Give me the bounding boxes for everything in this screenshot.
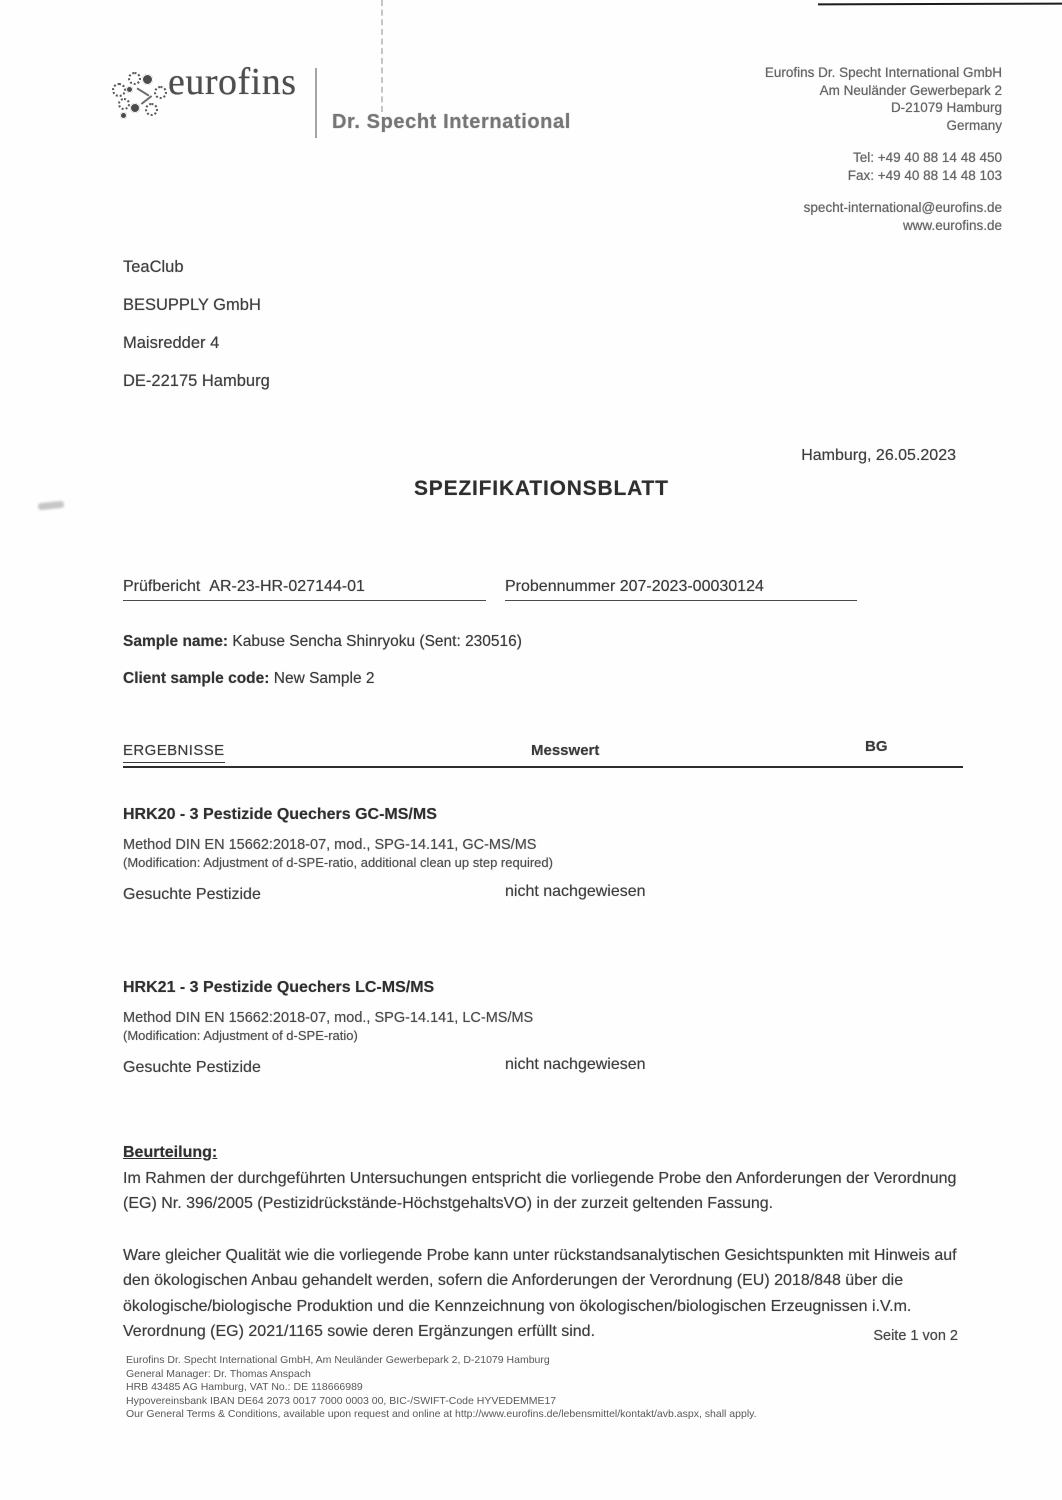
section-modification: (Modification: Adjustment of d-SPE-ratio, additional clean up step required) bbox=[123, 855, 553, 870]
footer-company-line: Eurofins Dr. Specht International GmbH, Am Neuländer Gewerbepark 2, D-21079 Hamburg bbox=[126, 1354, 550, 1366]
page-title: SPEZIFIKATIONSBLATT bbox=[414, 477, 669, 500]
pruefbericht-label: Prüfbericht bbox=[123, 578, 201, 595]
sender-tel: Tel: +49 40 88 14 48 450 bbox=[852, 150, 1002, 165]
results-table-header bbox=[123, 740, 963, 768]
sender-city: D-21079 Hamburg bbox=[890, 100, 1002, 115]
result-section-hrk20 bbox=[123, 806, 983, 904]
probennummer-label: Probennummer bbox=[505, 578, 616, 595]
recipient-name: TeaClub bbox=[123, 258, 184, 276]
sender-website: www.eurofins.de bbox=[902, 217, 1002, 233]
pruefbericht-value: AR-23-HR-027144-01 bbox=[209, 578, 365, 595]
recipient-company: BESUPPLY GmbH bbox=[123, 296, 261, 314]
column-header-ergebnisse: ERGEBNISSE bbox=[123, 742, 225, 763]
analyte-result: nicht nachgewiesen bbox=[505, 1056, 646, 1073]
client-sample-code-value: New Sample 2 bbox=[273, 670, 375, 687]
column-header-bg: BG bbox=[865, 738, 888, 755]
probennummer-value: 207-2023-00030124 bbox=[619, 578, 764, 595]
probennummer-ref bbox=[505, 578, 857, 601]
sample-name-label: Sample name: bbox=[123, 633, 229, 650]
sender-fax: Fax: +49 40 88 14 48 103 bbox=[847, 167, 1002, 183]
section-method: Method DIN EN 15662:2018-07, mod., SPG-14.141, GC-MS/MS bbox=[123, 837, 537, 853]
sample-name-row bbox=[123, 633, 522, 651]
column-header-messwert: Messwert bbox=[531, 742, 600, 759]
scan-smudge bbox=[38, 501, 65, 511]
sample-name-value: Kabuse Sencha Shinryoku (Sent: 230516) bbox=[232, 633, 522, 650]
sender-country: Germany bbox=[946, 117, 1002, 133]
assessment-block bbox=[123, 1140, 969, 1345]
assessment-paragraph-1: Im Rahmen der durchgeführten Untersuchungen entspricht die vorliegende Probe den Anforderungen der Verordnung (EG) Nr. 396/2005 (Pestizidrückstände-HöchstgehaltsVO) in der zurzeit geltenden Fassung. bbox=[123, 1169, 957, 1212]
client-sample-code-label: Client sample code: bbox=[123, 670, 270, 687]
client-sample-code-row bbox=[123, 670, 375, 688]
footer-bank-line: Hypovereinsbank IBAN DE64 2073 0017 7000 0003 00, BIC-/SWIFT-Code HYVEDEMME17 bbox=[126, 1394, 557, 1407]
report-reference-line bbox=[123, 578, 963, 601]
footer-legal-block bbox=[126, 1354, 886, 1422]
sender-street: Am Neuländer Gewerbepark 2 bbox=[819, 82, 1002, 98]
logo-block bbox=[110, 61, 630, 154]
scan-artifact-line bbox=[818, 3, 1062, 6]
section-title: HRK21 - 3 Pestizide Quechers LC-MS/MS bbox=[123, 979, 435, 996]
recipient-street: Maisredder 4 bbox=[123, 334, 220, 352]
section-title: HRK20 - 3 Pestizide Quechers GC-MS/MS bbox=[123, 806, 437, 823]
date-line: Hamburg, 26.05.2023 bbox=[801, 447, 956, 464]
analyte-name: Gesuchte Pestizide bbox=[123, 1059, 261, 1076]
result-section-hrk21 bbox=[123, 979, 983, 1077]
section-modification: (Modification: Adjustment of d-SPE-ratio) bbox=[123, 1028, 358, 1043]
assessment-heading: Beurteilung: bbox=[123, 1144, 218, 1161]
eurofins-molecule-icon bbox=[112, 72, 166, 126]
logo-wordmark: eurofins bbox=[168, 61, 297, 103]
logo-divider bbox=[315, 68, 317, 138]
sender-company: Eurofins Dr. Specht International GmbH bbox=[764, 65, 1002, 80]
footer-manager-line: General Manager: Dr. Thomas Anspach bbox=[126, 1367, 311, 1380]
result-row bbox=[123, 1056, 983, 1077]
sender-address-block bbox=[765, 64, 1002, 234]
section-method: Method DIN EN 15662:2018-07, mod., SPG-14.141, LC-MS/MS bbox=[123, 1010, 534, 1026]
footer-registry-line: HRB 43485 AG Hamburg, VAT No.: DE 118666989 bbox=[126, 1381, 363, 1393]
page-number: Seite 1 von 2 bbox=[873, 1328, 958, 1344]
result-row bbox=[123, 883, 983, 904]
logo-subtitle: Dr. Specht International bbox=[332, 111, 571, 133]
sender-email: specht-international@eurofins.de bbox=[803, 200, 1002, 215]
recipient-address-block bbox=[123, 258, 270, 410]
analyte-result: nicht nachgewiesen bbox=[505, 883, 646, 900]
recipient-city: DE-22175 Hamburg bbox=[123, 372, 270, 390]
assessment-paragraph-2: Ware gleicher Qualität wie die vorliegende Probe kann unter rückstandsanalytischen Gesichtspunkten mit Hinweis auf den ökologischen Anbau gehandelt werden, sofern die Anforderungen der Verordnung (EU) 2018/848 über die ökologische/biologische Produktion und die Kennzeichnung von ökologischen/biologischen Erzeugnissen i.V.m. Verordnung (EG) 2021/1165 sowie deren Ergänzungen erfüllt sind. bbox=[123, 1246, 957, 1340]
pruefbericht-ref bbox=[123, 578, 486, 601]
analyte-name: Gesuchte Pestizide bbox=[123, 886, 261, 903]
footer-terms-line: Our General Terms & Conditions, available upon request and online at http://www.eurofins.de/lebensmittel/kontakt/avb.aspx, shall apply. bbox=[126, 1408, 757, 1420]
